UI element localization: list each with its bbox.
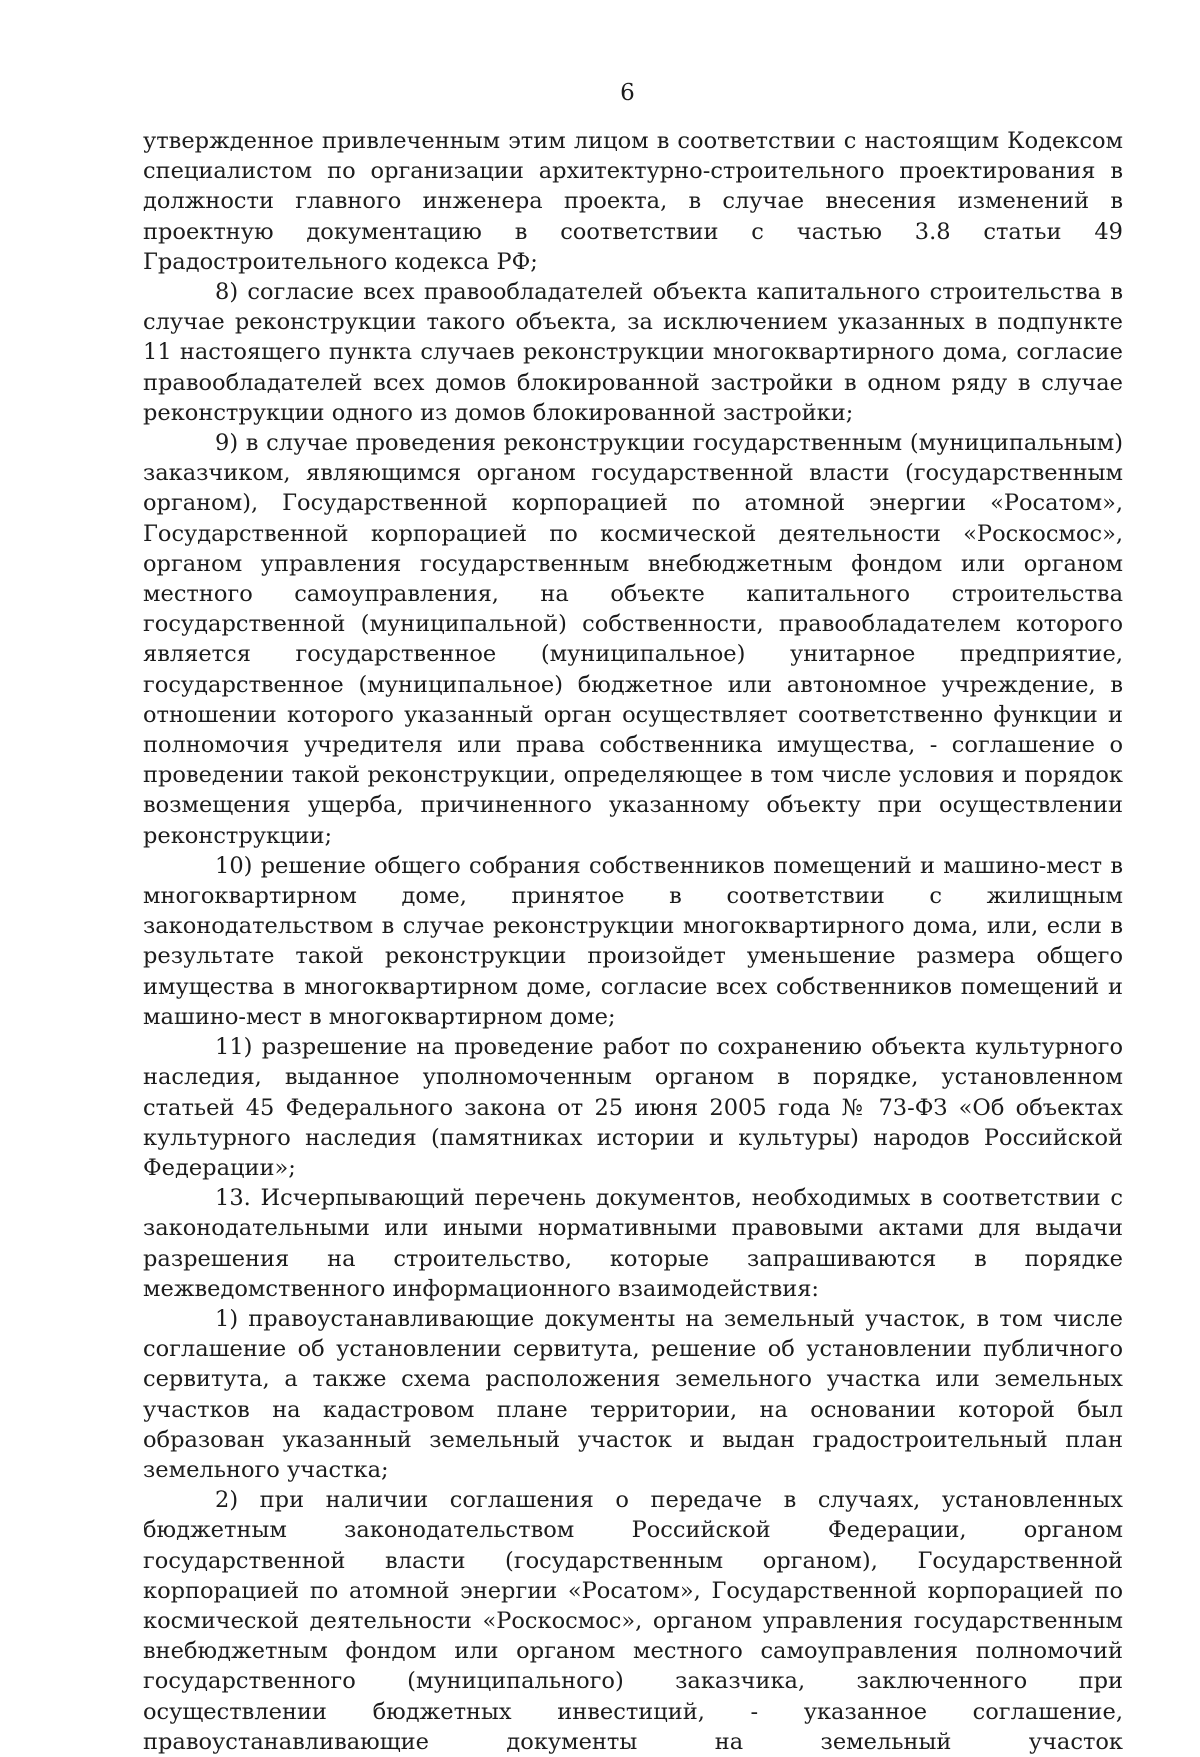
page-number: 6 [620, 80, 635, 106]
paragraph-item-9: 9) в случае проведения реконструкции государственным (муниципальным) заказчиком, являющимся органом государственной власти (государственным органом), Государственной корпорацией по атомной энергии «Росатом», Государственной корпорацией по космической деятельности «Роскосмос», органом управления государственным внебюджетным фондом или органом местного самоуправления, на объекте капитального строительства государственной (муниципальной) собственности, правообладателем которого является государственное (муниципальное) унитарное предприятие, государственное (муниципальное) бюджетное или автономное учреждение, в отношении которого указанный орган осуществляет соответственно функции и полномочия учредителя или права собственника имущества, - соглашение о проведении такой реконструкции, определяющее в том числе условия и порядок возмещения ущерба, причиненного указанному объекту при осуществлении реконструкции; [143, 430, 1123, 849]
paragraph-item-10: 10) решение общего собрания собственников помещений и машино-мест в многоквартирном доме, принятое в соответствии с жилищным законодательством в случае реконструкции многоквартирного дома, или, если в результате такой реконструкции произойдет уменьшение размера общего имущества в многоквартирном доме, согласие всех собственников помещений и машино-мест в многоквартирном доме; [143, 852, 1123, 1030]
paragraph-subitem-1: 1) правоустанавливающие документы на земельный участок, в том числе соглашение об установлении сервитута, решение об установлении публичного сервитута, а также схема расположения земельного участка или земельных участков на кадастровом плане территории, на основании которой был образован указанный земельный участок и выдан градостроительный план земельного участка; [143, 1305, 1123, 1483]
paragraph-item-8: 8) согласие всех правообладателей объекта капитального строительства в случае реконструкции такого объекта, за исключением указанных в подпункте 11 настоящего пункта случаев реконструкции многоквартирного дома, согласие правообладателей всех домов блокированной застройки в одном ряду в случае реконструкции одного из домов блокированной застройки; [143, 279, 1123, 426]
paragraph-continuation: утвержденное привлеченным этим лицом в соответствии с настоящим Кодексом специалистом по организации архитектурно-строительного проектирования в должности главного инженера проекта, в случае внесения изменений в проектную документацию в соответствии с частью 3.8 статьи 49 Градостроительного кодекса РФ; [143, 128, 1123, 275]
paragraph-item-11: 11) разрешение на проведение работ по сохранению объекта культурного наследия, выданное уполномоченным органом в порядке, установленном статьей 45 Федерального закона от 25 июня 2005 года № 73-ФЗ «Об объектах культурного наследия (памятниках истории и культуры) народов Российской Федерации»; [143, 1034, 1123, 1181]
paragraph-subitem-2: 2) при наличии соглашения о передаче в случаях, установленных бюджетным законодательством Российской Федерации, органом государственной власти (государственным органом), Государственной корпорацией по атомной энергии «Росатом», Государственной корпорацией по космической деятельности «Роскосмос», органом управления государственным внебюджетным фондом или органом местного самоуправления полномочий государственного (муниципального) заказчика, заключенного при осуществлении бюджетных инвестиций, - указанное соглашение, правоустанавливающие документы на земельный участок [143, 1487, 1123, 1755]
document-body [143, 126, 1123, 1757]
paragraph-section-13: 13. Исчерпывающий перечень документов, необходимых в соответствии с законодательными или иными нормативными правовыми актами для выдачи разрешения на строительство, которые запрашиваются в порядке межведомственного информационного взаимодействия: [143, 1185, 1123, 1302]
